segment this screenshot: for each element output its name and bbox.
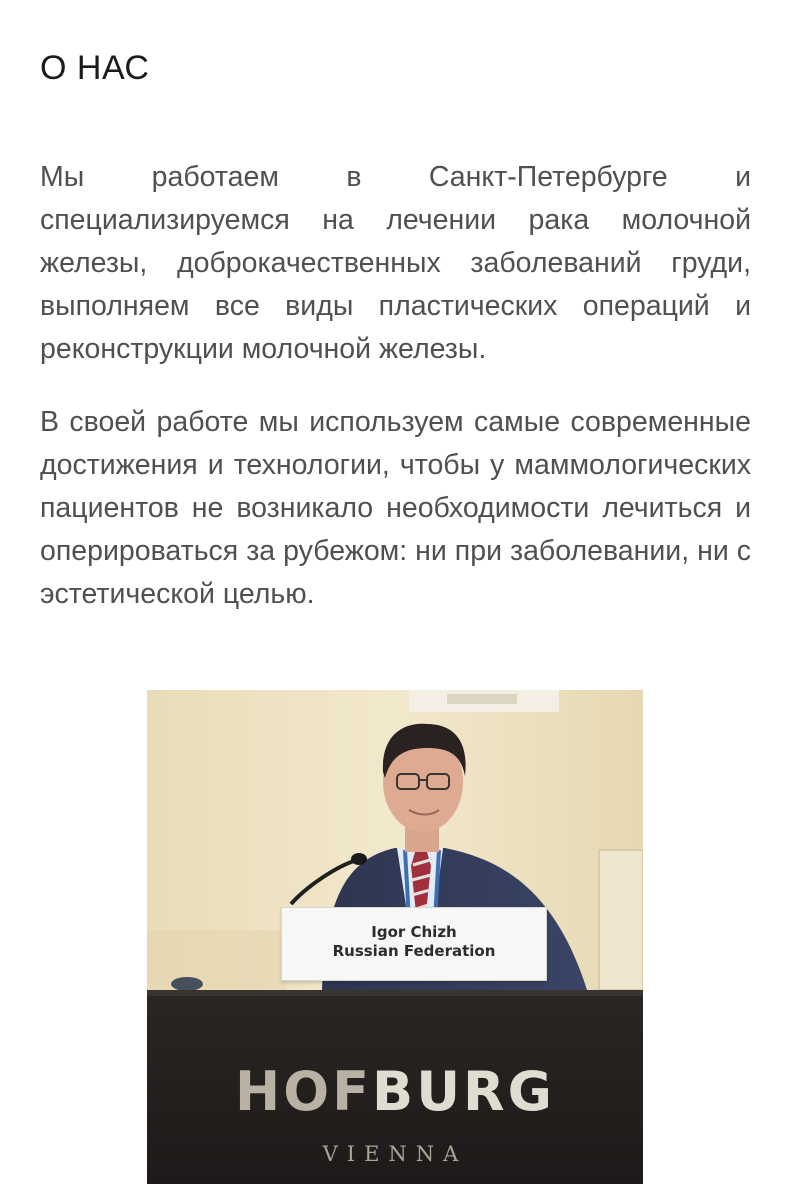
speaker-photo <box>147 690 643 1184</box>
podium-brand-logo <box>147 1062 643 1122</box>
about-paragraph-1: Мы работаем в Санкт-Петербурге и специализируемся на лечении рака молочной железы, доброкачественных заболеваний груди, выполняем все виды пластических операций и реконструкции молочной железы. <box>40 161 751 365</box>
section-title: О НАС <box>40 49 150 87</box>
podium-city: VIENNA <box>322 1142 468 1166</box>
name-plate-name: Igor Chizh <box>371 923 457 941</box>
podium-brand-part2: BURG <box>372 1060 555 1123</box>
name-plate <box>281 907 547 981</box>
name-plate-country: Russian Federation <box>332 942 496 960</box>
about-paragraph-2: В своей работе мы используем самые современные достижения и технологии, чтобы у маммологических пациентов не возникало необходимости лечиться и оперироваться за рубежом: ни при заболевании, ни с эстетической целью. <box>40 406 751 610</box>
podium-brand-part1: HOF <box>235 1060 373 1123</box>
